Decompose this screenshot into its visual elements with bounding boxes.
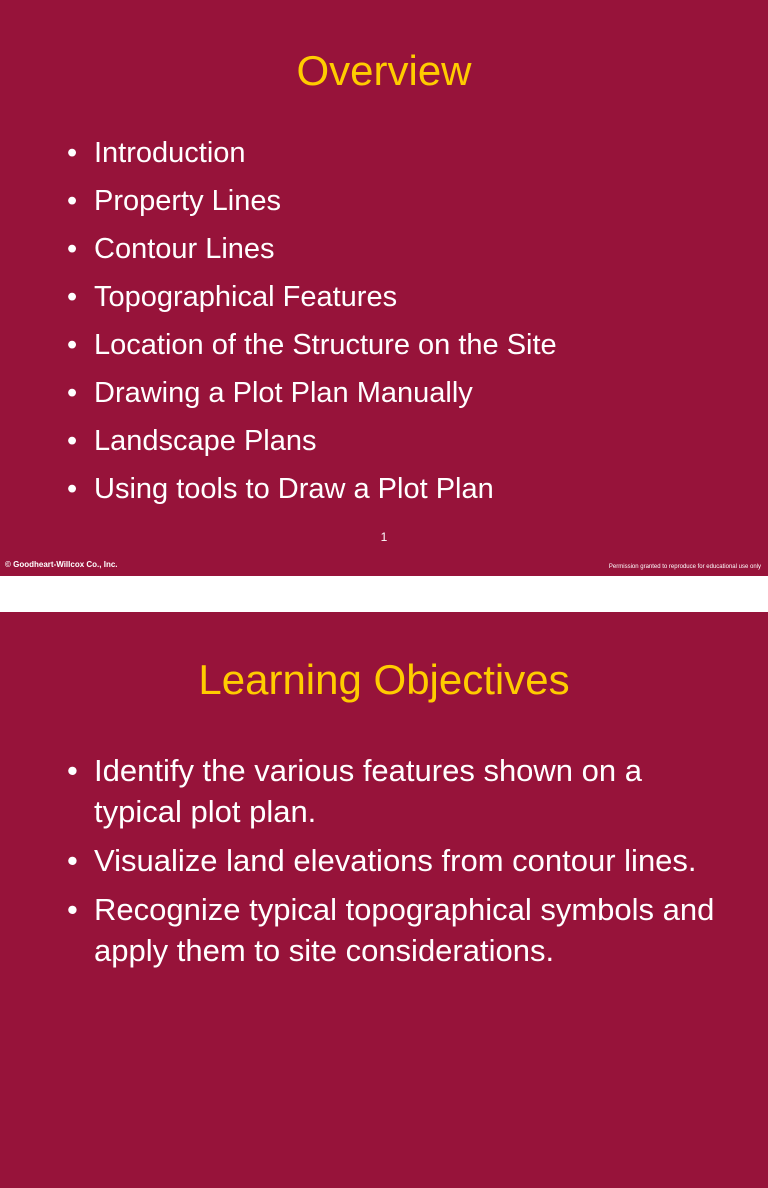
permission-notice: Permission granted to reproduce for educational use only [608,564,761,570]
bullet-item [67,232,747,266]
slide-title: Learning Objectives [198,656,570,703]
bullet-text: Using tools to Draw a Plot Plan [94,473,494,505]
bullet-text: Landscape Plans [94,425,317,457]
page-number: 1 [380,530,388,544]
bullet-text: Recognize typical topographical symbols and apply them to site considerations. [94,892,715,968]
bullet-item [67,840,727,881]
bullet-item [67,280,747,314]
bullet-text: Introduction [94,137,246,169]
bullet-item [67,472,747,506]
bullet-icon: • [67,892,78,927]
slide-learning-objectives [0,612,768,1188]
bullet-text: Property Lines [94,185,281,217]
bullet-icon: • [67,473,78,505]
bullet-item [67,376,747,410]
page-gap [0,576,768,612]
bullet-item [67,136,747,170]
bullet-item [67,424,747,458]
bullet-icon: • [67,843,78,878]
bullet-icon: • [67,185,78,217]
bullet-text: Location of the Structure on the Site [94,329,557,361]
bullet-icon: • [67,329,78,361]
bullet-text: Visualize land elevations from contour lines. [94,843,697,878]
bullet-item [67,889,727,971]
bullet-icon: • [67,425,78,457]
bullet-text: Contour Lines [94,233,275,265]
bullet-text: Topographical Features [94,281,398,313]
copyright-notice: © Goodheart-Willcox Co., Inc. [5,560,118,569]
bullet-list [67,136,747,520]
bullet-item [67,750,727,832]
slide-overview [0,0,768,576]
bullet-text: Identify the various features shown on a typical plot plan. [94,753,642,829]
bullet-icon: • [67,137,78,169]
bullet-item [67,184,747,218]
bullet-icon: • [67,281,78,313]
bullet-icon: • [67,377,78,409]
bullet-icon: • [67,753,78,788]
bullet-text: Drawing a Plot Plan Manually [94,377,473,409]
bullet-item [67,328,747,362]
bullet-list [67,750,727,979]
bullet-icon: • [67,233,78,265]
slide-title: Overview [296,47,472,94]
